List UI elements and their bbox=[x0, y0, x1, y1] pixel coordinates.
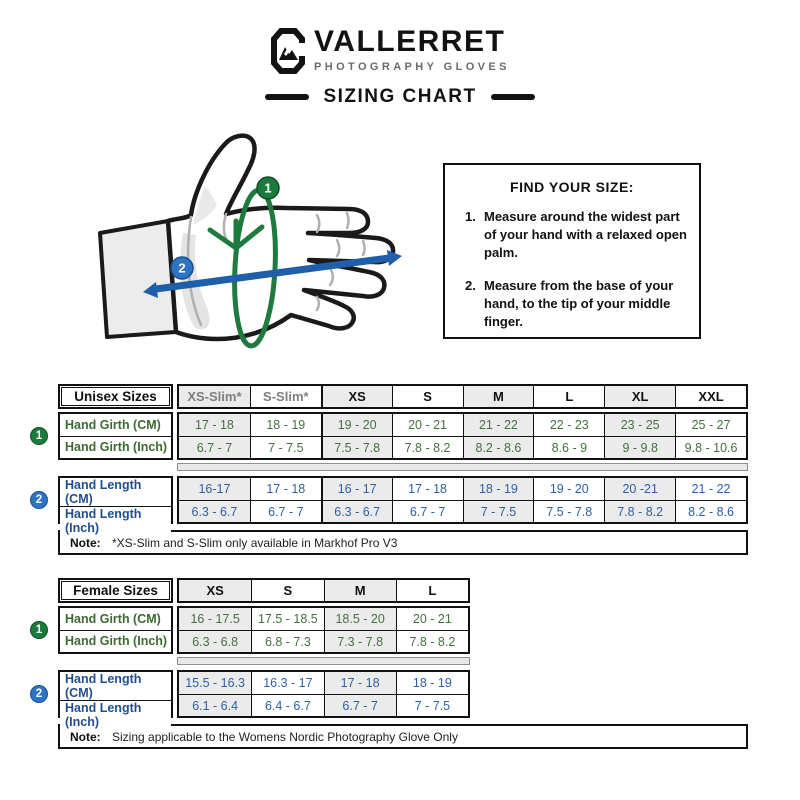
female-size-table bbox=[35, 578, 748, 749]
value-cell: 6.7 - 7 bbox=[179, 436, 250, 458]
value-cell: 18 - 19 bbox=[463, 478, 534, 500]
value-cell: 22 - 23 bbox=[533, 414, 604, 436]
svg-text:1: 1 bbox=[264, 180, 272, 196]
value-cell: 15.5 - 16.3 bbox=[179, 672, 251, 694]
value-cell: 6.4 - 6.7 bbox=[251, 694, 323, 716]
value-cell: 20 -21 bbox=[604, 478, 675, 500]
row-label-block bbox=[58, 412, 173, 460]
row-label: Hand Length (Inch) bbox=[60, 700, 171, 729]
page-title: SIZING CHART bbox=[323, 86, 477, 107]
value-cell: 6.7 - 7 bbox=[392, 500, 463, 522]
row-label: Hand Girth (Inch) bbox=[60, 436, 171, 459]
value-cell: 7 - 7.5 bbox=[396, 694, 468, 716]
unisex-column-headers bbox=[177, 384, 748, 409]
value-cell: 7.5 - 7.8 bbox=[321, 436, 392, 458]
unisex-sizes-title-box bbox=[58, 384, 173, 409]
row-label-block bbox=[58, 670, 173, 729]
spacer-strip bbox=[177, 463, 748, 471]
value-cell: 17 - 18 bbox=[179, 414, 250, 436]
value-cell: 6.3 - 6.8 bbox=[179, 630, 251, 652]
value-grid bbox=[177, 412, 748, 460]
unisex-sizes-title: Unisex Sizes bbox=[61, 387, 170, 406]
note-label: Note: bbox=[70, 729, 101, 744]
female-sizes-title: Female Sizes bbox=[61, 581, 170, 600]
title-dash-left bbox=[265, 94, 309, 100]
girth-1-badge-icon: 1 bbox=[30, 621, 48, 639]
value-cell: 7.8 - 8.2 bbox=[396, 630, 468, 652]
brand-subtitle: PHOTOGRAPHY GLOVES bbox=[314, 61, 510, 73]
length-badge-icon bbox=[171, 257, 193, 279]
value-cell: 18 - 19 bbox=[396, 672, 468, 694]
find-your-size-step-1 bbox=[465, 208, 687, 262]
value-cell: 20 - 21 bbox=[396, 608, 468, 630]
value-cell: 6.3 - 6.7 bbox=[179, 500, 250, 522]
row-spacer bbox=[58, 460, 748, 473]
female-header-row bbox=[58, 578, 748, 603]
note-label: Note: bbox=[70, 535, 101, 550]
value-cell: 16 - 17.5 bbox=[179, 608, 251, 630]
value-cell: 20 - 21 bbox=[392, 414, 463, 436]
brand-name: VALLERRET bbox=[314, 25, 506, 58]
unisex-girth-group bbox=[35, 412, 748, 460]
column-header-M: M bbox=[463, 386, 534, 407]
column-header-M: M bbox=[324, 580, 396, 601]
girth-1-badge-icon: 1 bbox=[30, 427, 48, 445]
value-cell: 17 - 18 bbox=[250, 478, 321, 500]
step-number: 2. bbox=[465, 277, 476, 293]
value-grid bbox=[177, 476, 748, 524]
row-spacer bbox=[58, 654, 748, 667]
row-label: Hand Length (CM) bbox=[60, 672, 171, 700]
column-header-XS-Slim*: XS-Slim* bbox=[179, 386, 250, 407]
column-header-XL: XL bbox=[604, 386, 675, 407]
row-label: Hand Length (CM) bbox=[60, 478, 171, 506]
length-2-badge-icon: 2 bbox=[30, 491, 48, 509]
column-header-S: S bbox=[251, 580, 323, 601]
value-cell: 19 - 20 bbox=[321, 414, 392, 436]
hand-illustration bbox=[55, 125, 425, 375]
female-column-headers bbox=[177, 578, 470, 603]
value-cell: 6.3 - 6.7 bbox=[321, 500, 392, 522]
svg-text:2: 2 bbox=[178, 260, 186, 276]
value-cell: 16-17 bbox=[179, 478, 250, 500]
find-your-size-step-2 bbox=[465, 277, 687, 331]
find-your-size-box bbox=[443, 163, 701, 339]
value-cell: 7.3 - 7.8 bbox=[324, 630, 396, 652]
value-cell: 17 - 18 bbox=[392, 478, 463, 500]
value-cell: 6.1 - 6.4 bbox=[179, 694, 251, 716]
value-cell: 7.8 - 8.2 bbox=[604, 500, 675, 522]
value-cell: 8.2 - 8.6 bbox=[463, 436, 534, 458]
note-text: *XS-Slim and S-Slim only available in Markhof Pro V3 bbox=[112, 535, 398, 550]
value-cell: 18.5 - 20 bbox=[324, 608, 396, 630]
value-cell: 21 - 22 bbox=[463, 414, 534, 436]
note-text: Sizing applicable to the Womens Nordic Photography Glove Only bbox=[112, 729, 458, 744]
value-cell: 6.7 - 7 bbox=[250, 500, 321, 522]
row-label: Hand Girth (Inch) bbox=[60, 630, 171, 653]
female-girth-group bbox=[35, 606, 748, 654]
title-dash-right bbox=[491, 94, 535, 100]
value-cell: 17 - 18 bbox=[324, 672, 396, 694]
row-label-block bbox=[58, 476, 173, 535]
vallerret-logo-icon bbox=[271, 27, 305, 75]
value-cell: 16 - 17 bbox=[321, 478, 392, 500]
value-cell: 19 - 20 bbox=[533, 478, 604, 500]
value-cell: 16.3 - 17 bbox=[251, 672, 323, 694]
column-header-L: L bbox=[396, 580, 468, 601]
value-cell: 21 - 22 bbox=[675, 478, 746, 500]
find-your-size-title: FIND YOUR SIZE: bbox=[510, 179, 634, 195]
girth-badge-icon bbox=[257, 177, 279, 199]
column-header-XXL: XXL bbox=[675, 386, 746, 407]
hand-cuff bbox=[100, 221, 176, 337]
step-number: 1. bbox=[465, 209, 476, 224]
value-cell: 9.8 - 10.6 bbox=[675, 436, 746, 458]
brand-header bbox=[271, 27, 510, 75]
value-cell: 6.8 - 7.3 bbox=[251, 630, 323, 652]
female-length-group bbox=[35, 670, 748, 729]
unisex-size-table bbox=[35, 384, 748, 555]
row-label: Hand Girth (CM) bbox=[60, 608, 171, 630]
value-cell: 23 - 25 bbox=[604, 414, 675, 436]
length-2-badge-icon: 2 bbox=[30, 685, 48, 703]
value-cell: 8.2 - 8.6 bbox=[675, 500, 746, 522]
column-header-L: L bbox=[533, 386, 604, 407]
column-header-S-Slim*: S-Slim* bbox=[250, 386, 321, 407]
column-header-S: S bbox=[392, 386, 463, 407]
row-label: Hand Length (Inch) bbox=[60, 506, 171, 535]
step-text: Measure from the base of your hand, to the tip of your middle finger. bbox=[484, 277, 674, 329]
female-sizes-title-box bbox=[58, 578, 173, 603]
value-cell: 8.6 - 9 bbox=[533, 436, 604, 458]
unisex-length-group bbox=[35, 476, 748, 535]
column-header-XS: XS bbox=[179, 580, 251, 601]
value-cell: 7.5 - 7.8 bbox=[533, 500, 604, 522]
value-cell: 7.8 - 8.2 bbox=[392, 436, 463, 458]
value-cell: 25 - 27 bbox=[675, 414, 746, 436]
spacer-strip bbox=[177, 657, 470, 665]
value-cell: 17.5 - 18.5 bbox=[251, 608, 323, 630]
value-cell: 9 - 9.8 bbox=[604, 436, 675, 458]
value-cell: 6.7 - 7 bbox=[324, 694, 396, 716]
value-cell: 7 - 7.5 bbox=[250, 436, 321, 458]
value-grid bbox=[177, 670, 470, 718]
page-title-row bbox=[0, 86, 800, 108]
unisex-header-row bbox=[58, 384, 748, 409]
row-label-block bbox=[58, 606, 173, 654]
step-text: Measure around the widest part of your hand with a relaxed open palm. bbox=[484, 209, 687, 260]
value-cell: 18 - 19 bbox=[250, 414, 321, 436]
row-label: Hand Girth (CM) bbox=[60, 414, 171, 436]
value-grid bbox=[177, 606, 470, 654]
column-header-XS: XS bbox=[321, 386, 392, 407]
value-cell: 7 - 7.5 bbox=[463, 500, 534, 522]
